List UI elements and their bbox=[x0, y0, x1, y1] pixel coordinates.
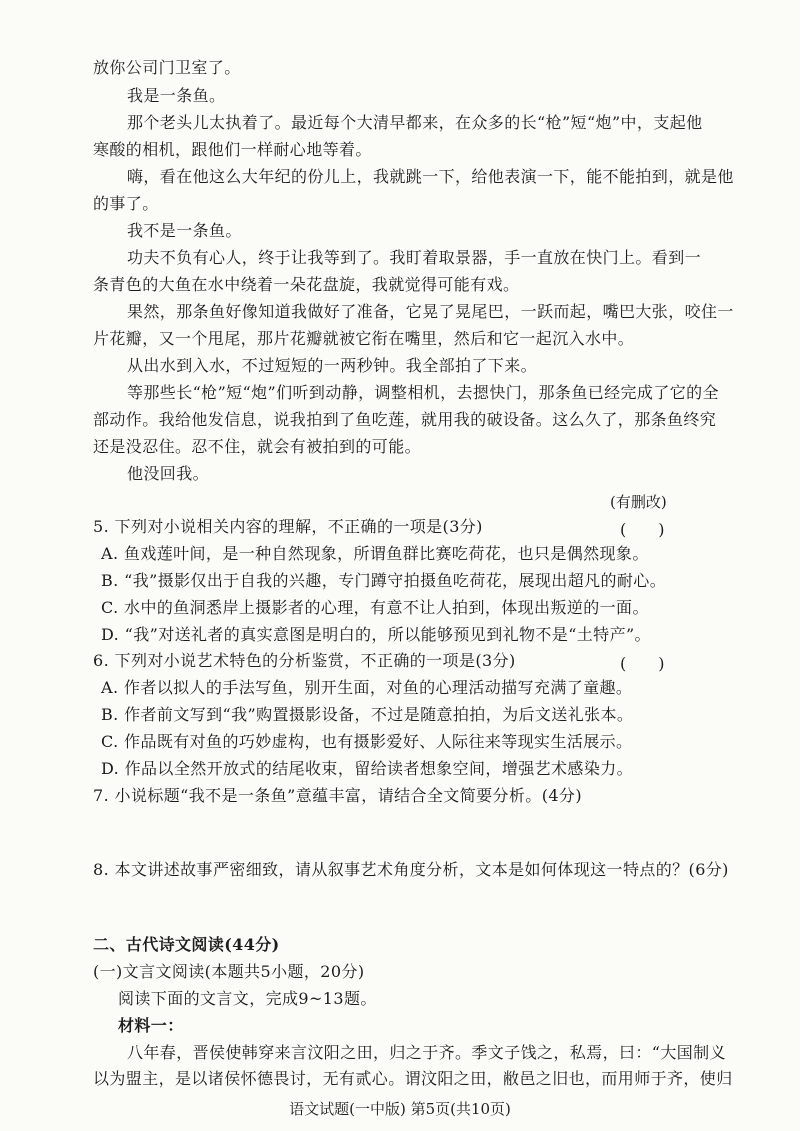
question-5-option: D. “我”对送礼者的真实意图是明白的，所以能够预见到礼物不是“土特产”。 bbox=[101, 625, 651, 644]
question-6-option: A. 作者以拟人的手法写鱼，别开生面，对鱼的心理活动描写充满了童趣。 bbox=[101, 678, 633, 697]
story-line: 还是没忍住。忍不住，就会有被拍到的可能。 bbox=[93, 437, 422, 456]
story-line: 片花瓣，又一个甩尾，那片花瓣就被它衔在嘴里，然后和它一起沉入水中。 bbox=[93, 329, 635, 348]
section-title: 二、古代诗文阅读(44分) bbox=[93, 935, 280, 954]
story-line: 放你公司门卫室了。 bbox=[93, 58, 241, 77]
story-line: 寒酸的相机，跟他们一样耐心地等着。 bbox=[93, 140, 372, 159]
answer-paren: ( ) bbox=[620, 520, 665, 539]
story-line: 我不是一条鱼。 bbox=[127, 221, 242, 240]
question-6-option: B. 作者前文写到“我”购置摄影设备，不过是随意拍拍，为后文送礼张本。 bbox=[101, 705, 634, 724]
question-5-option: C. 水中的鱼洞悉岸上摄影者的心理，有意不让人拍到，体现出叛逆的一面。 bbox=[101, 598, 649, 617]
question-8: 8. 本文讲述故事严密细致，请从叙事艺术角度分析，文本是如何体现这一特点的？(6分) bbox=[93, 860, 729, 879]
classical-text-line: 以为盟主，是以诸侯怀德畏讨，无有贰心。谓汶阳之田，敝邑之旧也，而用师于齐，使归 bbox=[93, 1069, 733, 1088]
story-line: 功夫不负有心人，终于让我等到了。我盯着取景器，手一直放在快门上。看到一 bbox=[127, 248, 702, 267]
answer-paren: ( ) bbox=[620, 654, 665, 673]
story-line: 条青色的大鱼在水中绕着一朵花盘旋，我就觉得可能有戏。 bbox=[93, 275, 520, 294]
question-6-option: C. 作品既有对鱼的巧妙虚构，也有摄影爱好、人际往来等现实生活展示。 bbox=[101, 732, 633, 751]
story-line: 嗨，看在他这么大年纪的份儿上，我就跳一下，给他表演一下，能不能拍到，就是他 bbox=[127, 167, 734, 186]
story-line: 果然，那条鱼好像知道我做好了准备，它晃了晃尾巴，一跃而起，嘴巴大张，咬住一 bbox=[127, 302, 734, 321]
story-line: 我是一条鱼。 bbox=[127, 86, 226, 105]
story-line: 的事了。 bbox=[93, 194, 159, 213]
question-6-option: D. 作品以全然开放式的结尾收束，留给读者想象空间，增强艺术感染力。 bbox=[101, 759, 634, 778]
page-footer: 语文试题(一中版) 第5页(共10页) bbox=[289, 1100, 511, 1118]
material-label: 材料一： bbox=[118, 1016, 184, 1035]
subsection-title: (一)文言文阅读(本题共5小题，20分) bbox=[93, 962, 365, 981]
revision-note: (有删改) bbox=[610, 493, 667, 511]
story-line: 他没回我。 bbox=[127, 464, 210, 483]
story-line: 从出水到入水，不过短短的一两秒钟。我全部拍了下来。 bbox=[127, 356, 538, 375]
question-5-option: A. 鱼戏莲叶间，是一种自然现象，所谓鱼群比赛吃荷花，也只是偶然现象。 bbox=[101, 544, 649, 563]
question-7: 7. 小说标题“我不是一条鱼”意蕴丰富，请结合全文简要分析。(4分) bbox=[93, 786, 582, 805]
question-6-stem: 6. 下列对小说艺术特色的分析鉴赏，不正确的一项是(3分) bbox=[93, 651, 516, 670]
question-5-option: B. “我”摄影仅出于自我的兴趣，专门蹲守拍摄鱼吃荷花，展现出超凡的耐心。 bbox=[101, 571, 667, 590]
story-line: 那个老头儿太执着了。最近每个大清早都来，在众多的长“枪”短“炮”中，支起他 bbox=[127, 113, 703, 132]
instruction: 阅读下面的文言文，完成9~13题。 bbox=[118, 989, 377, 1008]
classical-text-line: 八年春，晋侯使韩穿来言汶阳之田，归之于齐。季文子饯之，私焉，曰：“大国制义 bbox=[127, 1043, 726, 1062]
story-line: 等那些长“枪”短“炮”们听到动静，调整相机，去摁快门，那条鱼已经完成了它的全 bbox=[127, 383, 719, 402]
question-5-stem: 5. 下列对小说相关内容的理解，不正确的一项是(3分) bbox=[93, 517, 483, 536]
story-line: 部动作。我给他发信息，说我拍到了鱼吃莲，就用我的破设备。这么久了，那条鱼终究 bbox=[93, 410, 717, 429]
